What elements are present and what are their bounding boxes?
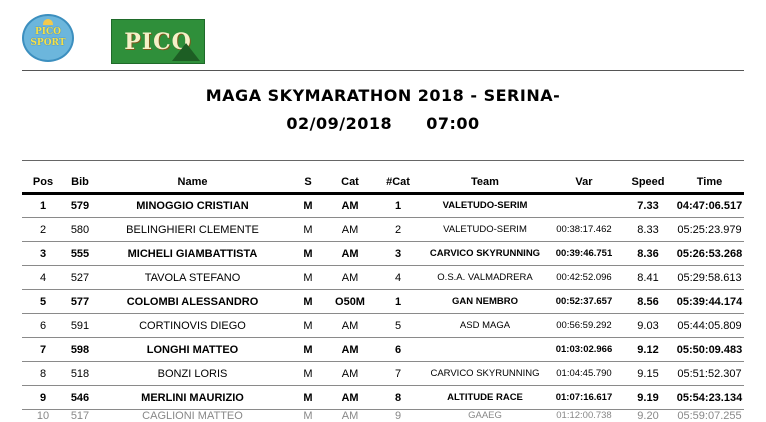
logo-text-bottom: SPORT <box>30 38 65 49</box>
cell-ncat: 8 <box>373 386 423 410</box>
cell-cat: AM <box>327 266 373 290</box>
column-header-var: Var <box>547 170 621 194</box>
cell-speed: 8.41 <box>621 266 675 290</box>
cell-time: 05:26:53.268 <box>675 242 744 266</box>
table-header-row <box>22 170 744 194</box>
table-row <box>22 290 744 314</box>
cell-cat: AM <box>327 338 373 362</box>
cell-var: 00:52:37.657 <box>547 290 621 314</box>
cell-time: 05:51:52.307 <box>675 362 744 386</box>
cell-pos: 4 <box>22 266 64 290</box>
cell-name: MICHELI GIAMBATTISTA <box>96 242 289 266</box>
cell-pos: 8 <box>22 362 64 386</box>
cell-ncat: 1 <box>373 194 423 218</box>
cell-ncat: 7 <box>373 362 423 386</box>
cell-var: 00:56:59.292 <box>547 314 621 338</box>
column-header-team: Team <box>423 170 547 194</box>
cell-pos: 2 <box>22 218 64 242</box>
cell-s: M <box>289 194 327 218</box>
cell-cat: AM <box>327 362 373 386</box>
cell-ncat: 3 <box>373 242 423 266</box>
cell-s: M <box>289 338 327 362</box>
cell-cat: AM <box>327 386 373 410</box>
cell-speed: 9.19 <box>621 386 675 410</box>
column-header-name: Name <box>96 170 289 194</box>
cell-var: 01:03:02.966 <box>547 338 621 362</box>
column-header-ncat: #Cat <box>373 170 423 194</box>
cell-team: O.S.A. VALMADRERA <box>423 266 547 290</box>
cell-time: 05:44:05.809 <box>675 314 744 338</box>
cell-bib: 591 <box>64 314 96 338</box>
cell-ncat: 4 <box>373 266 423 290</box>
cell-pos: 5 <box>22 290 64 314</box>
cell-pos: 9 <box>22 386 64 410</box>
cell-ncat: 5 <box>373 314 423 338</box>
cell-var: 01:07:16.617 <box>547 386 621 410</box>
table-top-rule <box>22 160 744 161</box>
sun-icon <box>43 19 53 25</box>
event-date: 02/09/2018 <box>286 114 392 133</box>
table-row <box>22 242 744 266</box>
cell-team <box>423 338 547 362</box>
pico-sport-logo <box>22 14 74 62</box>
header-divider <box>22 70 744 71</box>
cell-var: 00:39:46.751 <box>547 242 621 266</box>
cell-s: M <box>289 290 327 314</box>
table-row <box>22 386 744 410</box>
cell-name: COLOMBI ALESSANDRO <box>96 290 289 314</box>
cell-s: M <box>289 218 327 242</box>
cell-time: 04:47:06.517 <box>675 194 744 218</box>
logo-text-top: PICO <box>35 27 61 38</box>
cell-time: 05:25:23.979 <box>675 218 744 242</box>
column-header-time: Time <box>675 170 744 194</box>
pico-green-logo <box>111 19 205 64</box>
column-header-s: S <box>289 170 327 194</box>
cell-time: 05:50:09.483 <box>675 338 744 362</box>
logo-text: PICO <box>124 29 192 55</box>
table-row <box>22 338 744 362</box>
event-title: MAGA SKYMARATHON 2018 - SERINA- <box>0 86 766 105</box>
cell-s: M <box>289 314 327 338</box>
cell-s: M <box>289 242 327 266</box>
event-datetime <box>0 114 766 133</box>
cell-cat: AM <box>327 242 373 266</box>
cell-ncat: 2 <box>373 218 423 242</box>
cell-team: VALETUDO-SERIM <box>423 218 547 242</box>
cell-team: ASD MAGA <box>423 314 547 338</box>
cell-cat: O50M <box>327 290 373 314</box>
cell-team: GAN NEMBRO <box>423 290 547 314</box>
cell-speed: 8.36 <box>621 242 675 266</box>
event-time: 07:00 <box>426 114 479 133</box>
mountain-icon <box>172 43 200 61</box>
cell-var: 00:38:17.462 <box>547 218 621 242</box>
cell-bib: 577 <box>64 290 96 314</box>
cell-bib: 546 <box>64 386 96 410</box>
table-row <box>22 314 744 338</box>
cell-speed: 9.12 <box>621 338 675 362</box>
cell-team: CARVICO SKYRUNNING <box>423 242 547 266</box>
column-header-pos: Pos <box>22 170 64 194</box>
cell-var: 01:12:00.738 <box>547 410 621 422</box>
cell-s: M <box>289 386 327 410</box>
column-header-bib: Bib <box>64 170 96 194</box>
cell-pos: 7 <box>22 338 64 362</box>
cell-speed: 7.33 <box>621 194 675 218</box>
cell-bib: 579 <box>64 194 96 218</box>
cell-ncat: 1 <box>373 290 423 314</box>
cell-speed: 8.33 <box>621 218 675 242</box>
cell-time: 05:39:44.174 <box>675 290 744 314</box>
cell-bib: 527 <box>64 266 96 290</box>
cell-speed: 8.56 <box>621 290 675 314</box>
cell-var: 01:04:45.790 <box>547 362 621 386</box>
table-row <box>22 194 744 218</box>
cell-time: 05:54:23.134 <box>675 386 744 410</box>
cell-speed: 9.20 <box>621 410 675 422</box>
cell-name: BELINGHIERI CLEMENTE <box>96 218 289 242</box>
cell-team: ALTITUDE RACE <box>423 386 547 410</box>
results-body <box>22 194 744 422</box>
cell-ncat: 6 <box>373 338 423 362</box>
cell-time: 05:59:07.255 <box>675 410 744 422</box>
column-header-speed: Speed <box>621 170 675 194</box>
cell-bib: 518 <box>64 362 96 386</box>
cell-team: GAAEG <box>423 410 547 422</box>
cell-pos: 1 <box>22 194 64 218</box>
table-row <box>22 362 744 386</box>
cell-speed: 9.03 <box>621 314 675 338</box>
cell-pos: 10 <box>22 410 64 422</box>
cell-cat: AM <box>327 314 373 338</box>
cell-time: 05:29:58.613 <box>675 266 744 290</box>
cell-bib: 580 <box>64 218 96 242</box>
cell-team: CARVICO SKYRUNNING <box>423 362 547 386</box>
cell-name: BONZI LORIS <box>96 362 289 386</box>
cell-bib: 598 <box>64 338 96 362</box>
cell-s: M <box>289 362 327 386</box>
cell-name: TAVOLA STEFANO <box>96 266 289 290</box>
cell-s: M <box>289 266 327 290</box>
cell-bib: 517 <box>64 410 96 422</box>
cell-speed: 9.15 <box>621 362 675 386</box>
cell-name: CORTINOVIS DIEGO <box>96 314 289 338</box>
table-row <box>22 410 744 422</box>
cell-team: VALETUDO-SERIM <box>423 194 547 218</box>
cell-name: LONGHI MATTEO <box>96 338 289 362</box>
cell-cat: AM <box>327 194 373 218</box>
table-row <box>22 218 744 242</box>
cell-name: MERLINI MAURIZIO <box>96 386 289 410</box>
cell-var <box>547 194 621 218</box>
table-row <box>22 266 744 290</box>
column-header-cat: Cat <box>327 170 373 194</box>
cell-name: MINOGGIO CRISTIAN <box>96 194 289 218</box>
cell-cat: AM <box>327 218 373 242</box>
cell-ncat: 9 <box>373 410 423 422</box>
cell-var: 00:42:52.096 <box>547 266 621 290</box>
cell-s: M <box>289 410 327 422</box>
cell-bib: 555 <box>64 242 96 266</box>
results-table <box>22 170 744 422</box>
cell-pos: 3 <box>22 242 64 266</box>
cell-pos: 6 <box>22 314 64 338</box>
cell-name: CAGLIONI MATTEO <box>96 410 289 422</box>
cell-cat: AM <box>327 410 373 422</box>
